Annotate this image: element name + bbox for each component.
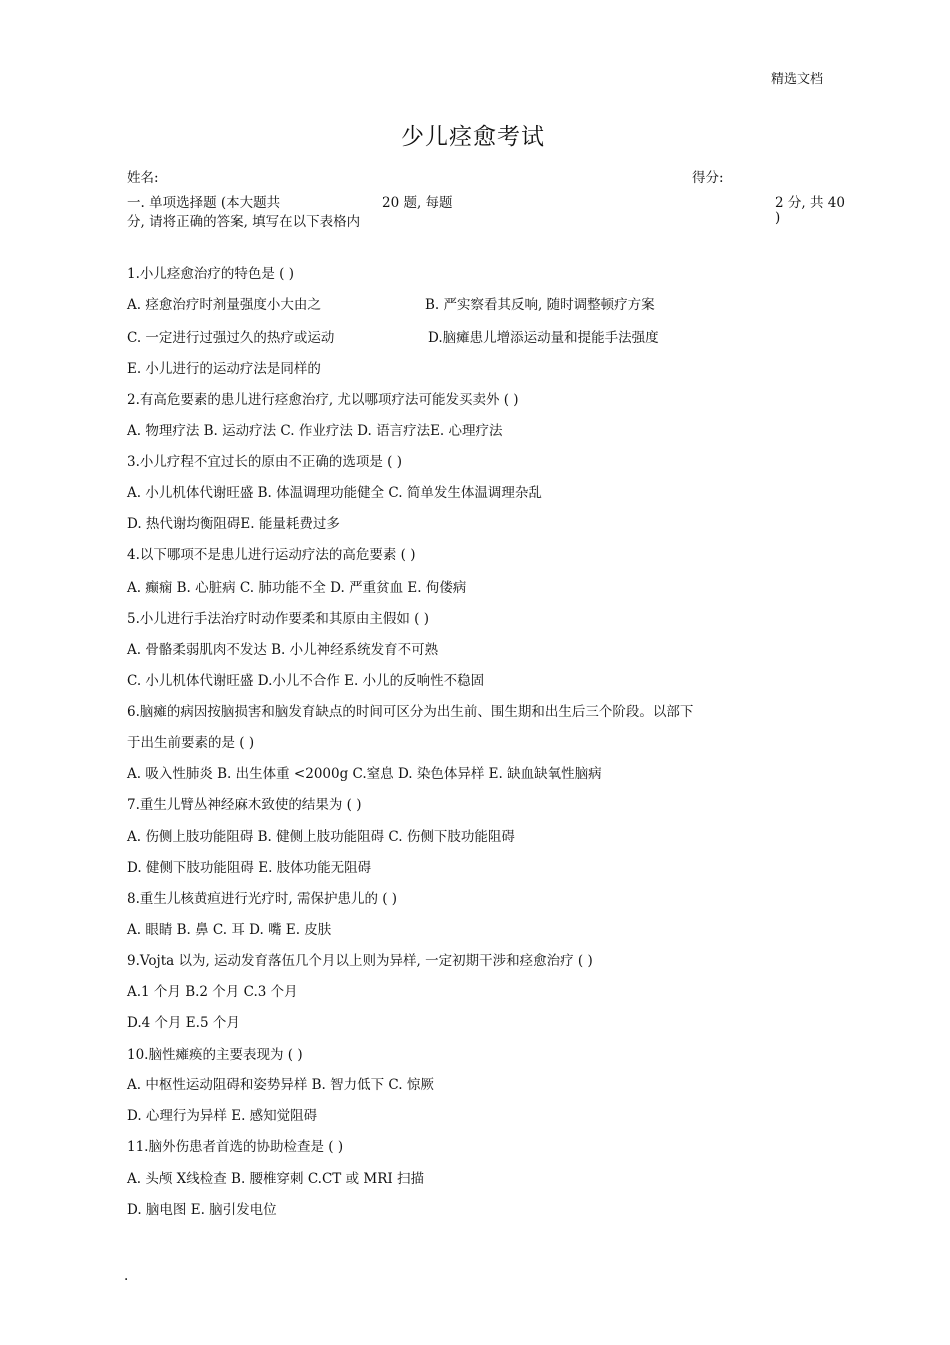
question-6-line1: 6.脑瘫的病因按脑损害和脑发育缺点的时间可区分为出生前、围生期和出生后三个阶段。以部下 [127,704,694,720]
question-1-option-d: D.脑瘫患儿增添运动量和提能手法强度 [428,330,659,346]
question-10-options-row1: A. 中枢性运动阻碍和姿势异样 B. 智力低下 C. 惊厥 [127,1077,434,1093]
question-7: 7.重生儿臂丛神经麻木致使的结果为 ( ) [127,797,362,813]
score-label: 得分: [692,170,724,186]
question-11-options-row1: A. 头颅 X线检查 B. 腰椎穿刺 C.CT 或 MRI 扫描 [127,1171,424,1187]
question-7-options-row1: A. 伤侧上肢功能阻碍 B. 健侧上肢功能阻碍 C. 伤侧下肢功能阻碍 [127,829,515,845]
header-tag: 精选文档 [771,72,824,87]
question-7-options-row2: D. 健侧下肢功能阻碍 E. 肢体功能无阻碍 [127,860,372,876]
question-2: 2.有高危要素的患儿进行痉愈治疗, 尤以哪项疗法可能发买卖外 ( ) [127,392,519,408]
question-1-option-e: E. 小儿进行的运动疗法是同样的 [127,361,321,377]
section-instruction: 分, 请将正确的答案, 填写在以下表格内 [127,214,361,230]
question-8: 8.重生儿核黄疸进行光疗时, 需保护患儿的 ( ) [127,891,398,907]
question-10: 10.脑性瘫痪的主要表现为 ( ) [127,1047,303,1063]
question-1: 1.小儿痉愈治疗的特色是 ( ) [127,266,294,282]
question-9-options-row2: D.4 个月 E.5 个月 [127,1015,240,1031]
question-1-option-a: A. 痉愈治疗时剂量强度小大由之 [127,297,321,313]
name-label: 姓名: [127,170,159,186]
question-3-options-row1: A. 小儿机体代谢旺盛 B. 体温调理功能健全 C. 简单发生体温调理杂乱 [127,485,542,501]
footer-dot: . [124,1268,129,1284]
section-instruction-paren: ) [775,210,781,226]
question-1-option-b: B. 严实察看其反响, 随时调整顿疗方案 [425,297,655,313]
question-3: 3.小儿疗程不宜过长的原由不正确的选项是 ( ) [127,454,402,470]
section-heading-part3: 2 分, 共 40 [775,195,845,211]
question-6-options: A. 吸入性肺炎 B. 出生体重 <2000g C.窒息 D. 染色体异样 E. 缺血缺氧性脑病 [127,766,602,782]
question-5-options-row1: A. 骨骼柔弱肌肉不发达 B. 小儿神经系统发育不可熟 [127,642,439,658]
question-11-options-row2: D. 脑电图 E. 脑引发电位 [127,1202,277,1218]
question-4: 4.以下哪项不是患儿进行运动疗法的高危要素 ( ) [127,547,416,563]
question-5: 5.小儿进行手法治疗时动作要柔和其原由主假如 ( ) [127,611,429,627]
question-9-options-row1: A.1 个月 B.2 个月 C.3 个月 [127,984,298,1000]
question-3-options-row2: D. 热代谢均衡阻碍E. 能量耗费过多 [127,516,340,532]
question-5-options-row2: C. 小儿机体代谢旺盛 D.小儿不合作 E. 小儿的反响性不稳固 [127,673,485,689]
question-6-line2: 于出生前要素的是 ( ) [127,735,255,751]
section-heading-part2: 20 题, 每题 [382,195,453,211]
section-heading-part1: 一. 单项选择题 (本大题共 [127,195,281,211]
question-11: 11.脑外伤患者首选的协助检查是 ( ) [127,1139,344,1155]
page-title: 少儿痉愈考试 [401,124,545,150]
question-2-options: A. 物理疗法 B. 运动疗法 C. 作业疗法 D. 语言疗法E. 心理疗法 [127,423,503,439]
question-8-options: A. 眼睛 B. 鼻 C. 耳 D. 嘴 E. 皮肤 [127,922,332,938]
question-4-options: A. 癫痫 B. 心脏病 C. 肺功能不全 D. 严重贫血 E. 佝偻病 [127,580,467,596]
question-1-option-c: C. 一定进行过强过久的热疗或运动 [127,330,335,346]
question-9: 9.Vojta 以为, 运动发育落伍几个月以上则为异样, 一定初期干涉和痉愈治疗 ( ) [127,953,593,969]
question-10-options-row2: D. 心理行为异样 E. 感知觉阻碍 [127,1108,318,1124]
